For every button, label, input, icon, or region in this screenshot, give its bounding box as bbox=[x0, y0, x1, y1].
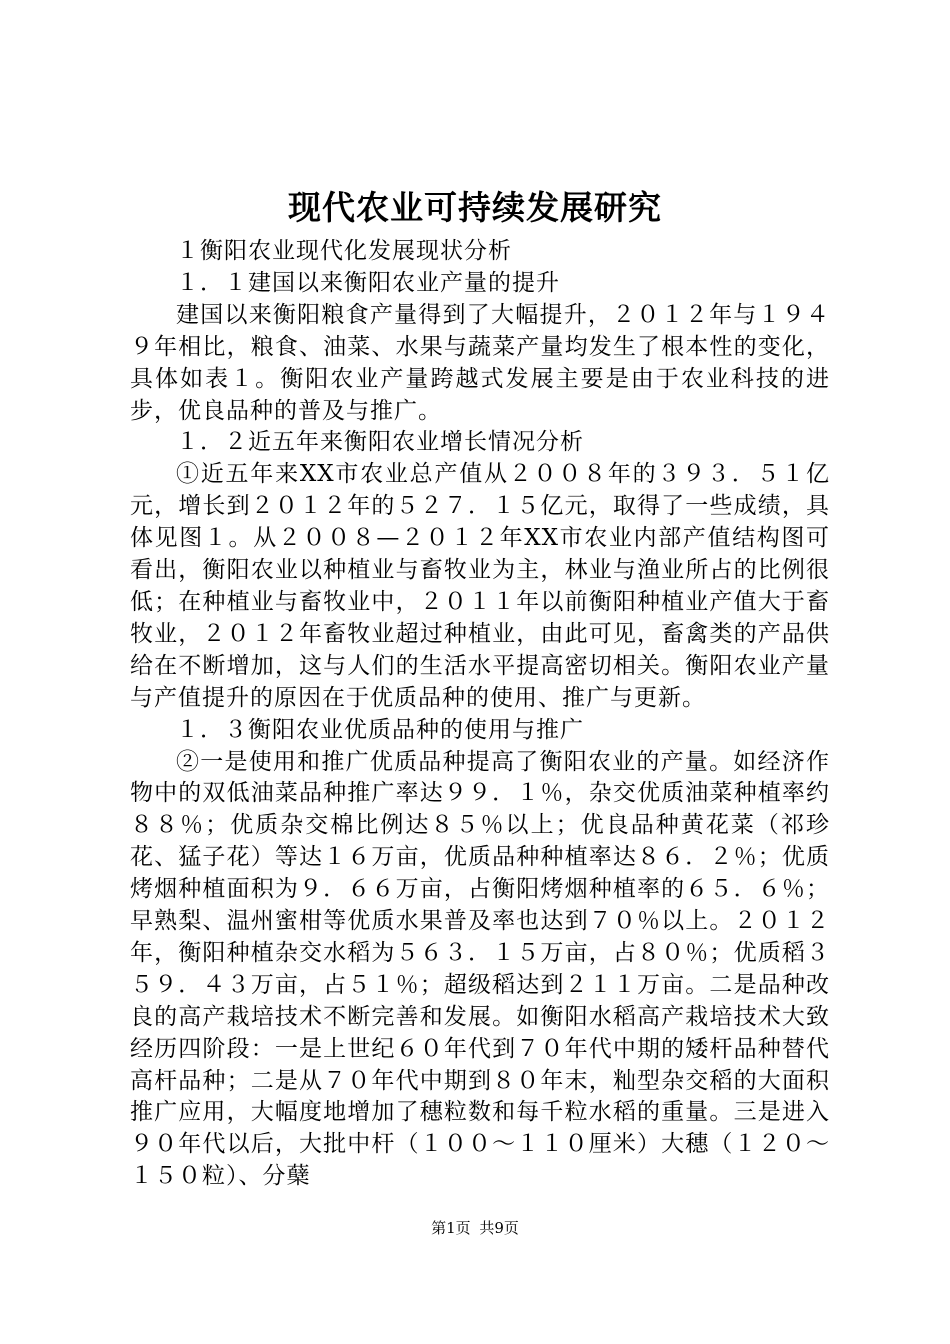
section-heading: １衡阳农业现代化发展现状分析 bbox=[176, 238, 512, 264]
body-paragraph: ①近五年来XX市农业总产值从２００８年的３９３．５１亿元，增长到２０１２年的５２７．１５亿元，取得了一些成绩，具体见图１。从２００８—２０１２年XX市农业内部产值结构图可看出，衡阳农业以种植业与畜牧业为主，林业与渔业所占的比例很低；在种植业与畜牧业中，２０１１年以前衡阳种植业产值大于畜牧业，２０１２年畜牧业超过种植业，由此可见，畜禽类的产品供给在不断增加，这与人们的生活水平提高密切相关。衡阳农业产量与产值提升的原因在于优质品种的使用、推广与更新。 bbox=[130, 461, 830, 711]
subsection-heading: １．３衡阳农业优质品种的使用与推广 bbox=[176, 716, 584, 743]
document-title: 现代农业可持续发展研究 bbox=[288, 188, 662, 227]
document-body bbox=[130, 236, 830, 1193]
body-paragraph: ②一是使用和推广优质品种提高了衡阳农业的产量。如经济作物中的双低油菜品种推广率达９９．１％，杂交优质油菜种植率约８８％；优质杂交棉比例达８５％以上；优良品种黄花菜（祁珍花、猛子花）等达１６万亩，优质品种种植率达８６．２％；优质烤烟种植面积为９．６６万亩，占衡阳烤烟种植率的６５．６％；早熟梨、温州蜜柑等优质水果普及率也达到７０％以上。２０１２年，衡阳种植杂交水稻为５６３．１５万亩，占８０％；优质稻３５９．４３万亩，占５１％；超级稻达到２１１万亩。二是品种改良的高产栽培技术不断完善和发展。如衡阳水稻高产栽培技术大致经历四阶段：一是上世纪６０年代到７０年代中期的矮杆品种替代高杆品种；二是从７０年代中期到８０年末，籼型杂交稻的大面积推广应用，大幅度地增加了穗粒数和每千粒水稻的重量。三是进入９０年代以后，大批中杆（１００～１１０厘米）大穗（１２０～１５０粒）、分蘖 bbox=[130, 748, 830, 1190]
subsection-heading: １．２近五年来衡阳农业增长情况分析 bbox=[176, 429, 584, 456]
body-paragraph: 建国以来衡阳粮食产量得到了大幅提升，２０１２年与１９４９年相比，粮食、油菜、水果与蔬菜产量均发生了根本性的变化，具体如表１。衡阳农业产量跨越式发展主要是由于农业科技的进步，优良品种的普及与推广。 bbox=[130, 301, 830, 424]
page-footer: 第1页 共9页 bbox=[431, 1219, 519, 1237]
subsection-heading: １．１建国以来衡阳农业产量的提升 bbox=[176, 269, 560, 296]
